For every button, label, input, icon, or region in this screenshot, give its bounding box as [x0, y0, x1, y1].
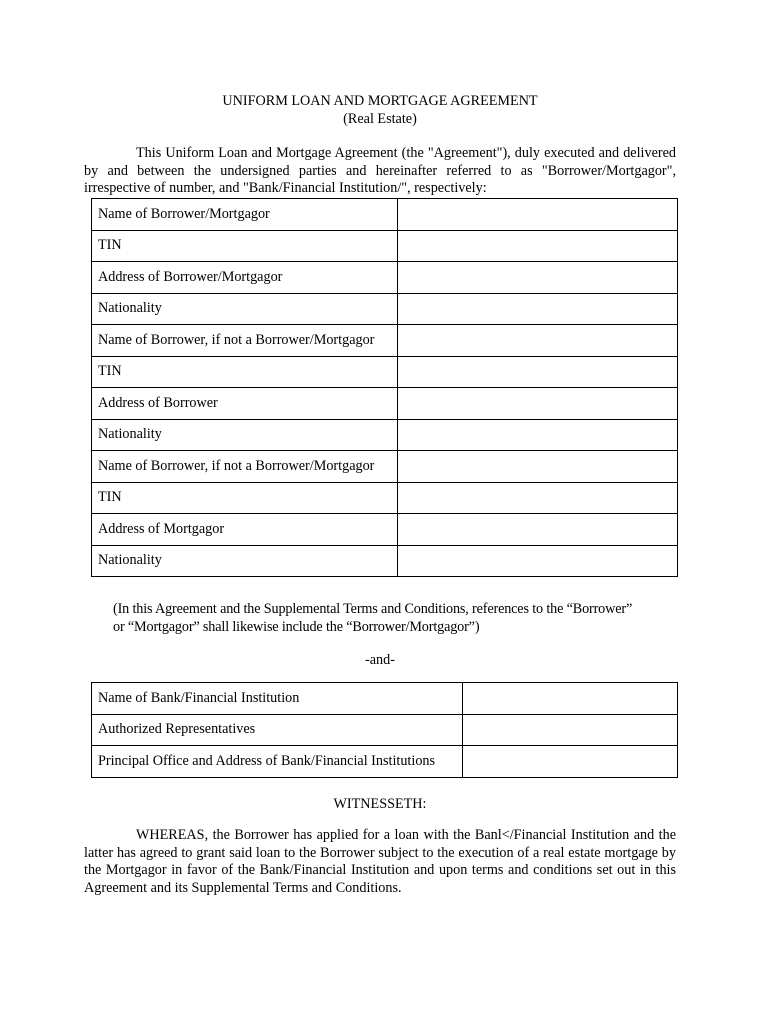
row-label: Principal Office and Address of Bank/Financial Institutions	[92, 746, 463, 778]
table-row	[92, 514, 678, 546]
table-row	[92, 451, 678, 483]
whereas-paragraph: WHEREAS, the Borrower has applied for a loan with the Banl</Financial Institution and the latter has agreed to grant said loan to the Borrower subject to the execution of a real estate mortgage by the Mortgagor in favor of the Bank/Financial Institution and upon terms and conditions set out in this Agreement and its Supplemental Terms and Conditions.	[84, 827, 676, 896]
row-label: Nationality	[92, 545, 398, 577]
table-row	[92, 262, 678, 294]
row-label: Address of Borrower/Mortgagor	[92, 262, 398, 294]
bank-info-table	[91, 682, 678, 778]
row-value-field[interactable]	[463, 714, 678, 746]
and-separator: -and-	[365, 652, 395, 668]
note-line: (In this Agreement and the Supplemental Terms and Conditions, references to the “Borrower”	[113, 601, 633, 617]
row-value-field[interactable]	[398, 482, 678, 514]
table-row	[92, 746, 678, 778]
row-label: Authorized Representatives	[92, 714, 463, 746]
document-title: UNIFORM LOAN AND MORTGAGE AGREEMENT	[222, 93, 538, 109]
row-value-field[interactable]	[398, 451, 678, 483]
table-row	[92, 230, 678, 262]
row-value-field[interactable]	[398, 199, 678, 231]
table-row	[92, 683, 678, 715]
row-value-field[interactable]	[398, 356, 678, 388]
row-value-field[interactable]	[398, 545, 678, 577]
table-row	[92, 482, 678, 514]
row-value-field[interactable]	[398, 514, 678, 546]
table-row	[92, 545, 678, 577]
note-line: or “Mortgagor” shall likewise include the “Borrower/Mortgagor”)	[113, 619, 480, 635]
witnesseth-heading: WITNESSETH:	[333, 796, 427, 812]
row-label: TIN	[92, 356, 398, 388]
row-value-field[interactable]	[463, 746, 678, 778]
definition-note	[113, 600, 683, 636]
row-value-field[interactable]	[398, 230, 678, 262]
document-subtitle: (Real Estate)	[343, 111, 417, 127]
row-label: Nationality	[92, 419, 398, 451]
row-value-field[interactable]	[398, 388, 678, 420]
row-label: Address of Borrower	[92, 388, 398, 420]
table-row	[92, 419, 678, 451]
row-value-field[interactable]	[398, 293, 678, 325]
intro-paragraph: This Uniform Loan and Mortgage Agreement (the "Agreement"), duly executed and delivered by and between the undersigned parties and hereinafter referred to as "Borrower/Mortgagor", irrespective of number, and "Bank/Financial Institution/", respectively:	[84, 145, 676, 196]
row-label: Address of Mortgagor	[92, 514, 398, 546]
table-row	[92, 325, 678, 357]
row-label: TIN	[92, 482, 398, 514]
table-row	[92, 199, 678, 231]
table-row	[92, 388, 678, 420]
row-value-field[interactable]	[398, 325, 678, 357]
row-label: Name of Borrower/Mortgagor	[92, 199, 398, 231]
table-row	[92, 356, 678, 388]
table-row	[92, 293, 678, 325]
row-label: Name of Borrower, if not a Borrower/Mortgagor	[92, 451, 398, 483]
row-value-field[interactable]	[398, 419, 678, 451]
row-value-field[interactable]	[463, 683, 678, 715]
row-label: Name of Bank/Financial Institution	[92, 683, 463, 715]
row-label: Nationality	[92, 293, 398, 325]
table-row	[92, 714, 678, 746]
row-label: Name of Borrower, if not a Borrower/Mortgagor	[92, 325, 398, 357]
row-value-field[interactable]	[398, 262, 678, 294]
row-label: TIN	[92, 230, 398, 262]
borrower-info-table	[91, 198, 678, 577]
